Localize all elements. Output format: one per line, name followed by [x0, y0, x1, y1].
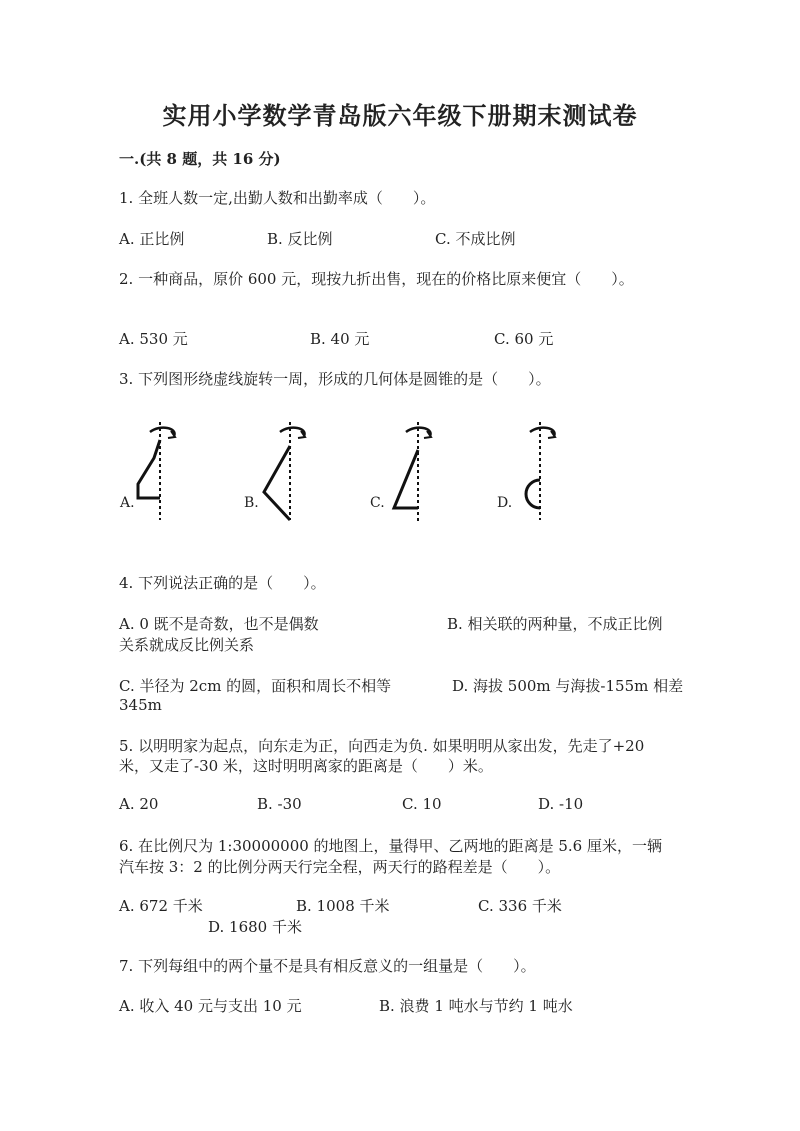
question-4-option-d[interactable]: D. 海拔 500m 与海拔-155m 相差 — [452, 677, 684, 695]
figure-a-trapezoid-icon — [130, 420, 190, 530]
question-5-option-d[interactable]: D. -10 — [538, 795, 584, 813]
question-4-option-a[interactable]: A. 0 既不是奇数，也不是偶数 — [119, 615, 319, 633]
question-4-stem: 4. 下列说法正确的是（ ）。 — [119, 574, 326, 592]
figure-d-label[interactable]: D. — [497, 495, 513, 511]
question-5-option-c[interactable]: C. 10 — [402, 795, 442, 813]
figure-a-label[interactable]: A. — [120, 495, 135, 511]
exam-title: 实用小学数学青岛版六年级下册期末测试卷 — [162, 101, 638, 130]
section-heading: 一.(共 8 题，共 16 分) — [119, 150, 281, 168]
question-2-stem: 2. 一种商品，原价 600 元，现按九折出售，现在的价格比原来便宜（ ）。 — [119, 270, 634, 288]
question-2-option-c[interactable]: C. 60 元 — [494, 330, 554, 348]
question-7-option-a[interactable]: A. 收入 40 元与支出 10 元 — [119, 997, 302, 1015]
question-1-option-c[interactable]: C. 不成比例 — [435, 230, 516, 248]
question-3-stem: 3. 下列图形绕虚线旋转一周，形成的几何体是圆锥的是（ ）。 — [119, 370, 551, 388]
question-4-option-b-continued: 关系就成反比例关系 — [119, 636, 255, 654]
question-7-stem: 7. 下列每组中的两个量不是具有相反意义的一组量是（ ）。 — [119, 957, 536, 975]
question-5-option-a[interactable]: A. 20 — [119, 795, 159, 813]
question-6-stem-line-2: 汽车按 3：2 的比例分两天行完全程，两天行的路程差是（ ）。 — [119, 858, 561, 876]
figure-d-semicircle-icon — [512, 420, 572, 530]
question-6-option-d[interactable]: D. 1680 千米 — [208, 918, 302, 936]
question-5-option-b[interactable]: B. -30 — [257, 795, 302, 813]
question-6-option-b[interactable]: B. 1008 千米 — [296, 897, 390, 915]
question-2-option-a[interactable]: A. 530 元 — [119, 330, 188, 348]
figure-b-triangle-icon — [258, 420, 318, 530]
question-4-option-b[interactable]: B. 相关联的两种量，不成正比例 — [447, 615, 663, 633]
question-1-option-b[interactable]: B. 反比例 — [267, 230, 333, 248]
question-1-option-a[interactable]: A. 正比例 — [119, 230, 185, 248]
question-4-option-c[interactable]: C. 半径为 2cm 的圆，面积和周长不相等 — [119, 677, 392, 695]
question-1-stem: 1. 全班人数一定,出勤人数和出勤率成（ ）。 — [119, 189, 436, 207]
figure-c-label[interactable]: C. — [370, 495, 385, 511]
question-6-option-a[interactable]: A. 672 千米 — [119, 897, 203, 915]
question-6-stem-line-1: 6. 在比例尺为 1:30000000 的地图上，量得甲、乙两地的距离是 5.6 厘米，一辆 — [119, 837, 662, 855]
question-5-stem-line-1: 5. 以明明家为起点，向东走为正，向西走为负. 如果明明从家出发，先走了+20 — [119, 737, 645, 755]
question-4-option-d-continued: 345m — [119, 696, 162, 714]
question-6-option-c[interactable]: C. 336 千米 — [478, 897, 562, 915]
figure-b-label[interactable]: B. — [244, 495, 259, 511]
figure-c-right-triangle-icon — [388, 420, 448, 530]
question-2-option-b[interactable]: B. 40 元 — [310, 330, 370, 348]
question-5-stem-line-2: 米，又走了-30 米，这时明明离家的距离是（ ）米。 — [119, 757, 493, 775]
question-7-option-b[interactable]: B. 浪费 1 吨水与节约 1 吨水 — [379, 997, 573, 1015]
